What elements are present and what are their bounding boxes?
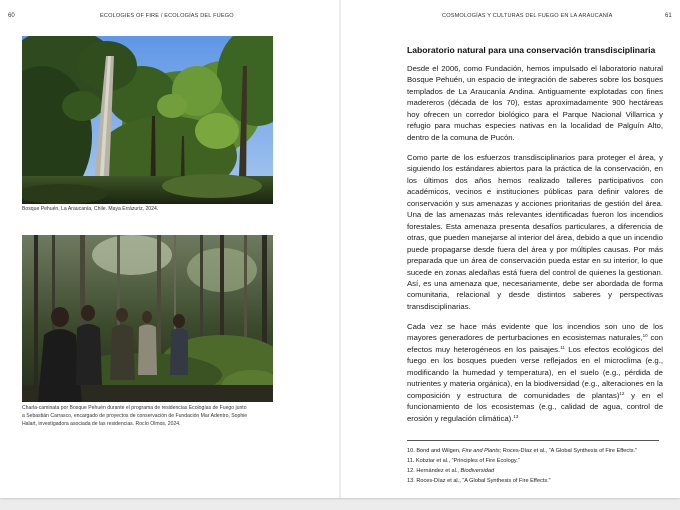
footnote-ref-12[interactable]: 12	[619, 390, 625, 396]
paragraph-3-text-a: Cada vez se hace más evidente que los incendios son uno de los mayores generadores de perturbaciones en ecosistemas naturales,	[407, 322, 663, 343]
footnote-ref-10[interactable]: 10	[642, 333, 648, 339]
footnote-divider	[407, 440, 659, 441]
footnote-12-title: Biodiversidad	[460, 468, 495, 475]
running-head-left: ECOLOGIES OF FIRE / ECOLOGÍAS DEL FUEGO	[100, 13, 234, 19]
photo2-caption-line2: a Sebastián Carrasco, encargado de proyectos de conservación de Fundación Mar Adentro, Sophie	[22, 412, 248, 419]
left-page	[0, 0, 340, 498]
footnote-13: 13. Roces-Díaz et al., “A Global Synthesis of Fire Effects.”	[407, 478, 551, 485]
right-page	[340, 0, 680, 498]
footnote-10-title: Fire and Plants	[462, 448, 500, 454]
paragraph-3	[407, 321, 663, 424]
page-number-right: 61	[665, 13, 672, 19]
footnote-ref-11[interactable]: 11	[560, 344, 565, 350]
footnote-11: 11. Kobziar et al., “Principles of Fire Ecology.”	[407, 458, 520, 465]
footnote-10	[407, 446, 667, 456]
forest-photo-illustration	[22, 36, 273, 204]
paragraph-3-text-b: con efectos muy heterogéneos en los paisajes.	[407, 333, 663, 354]
forest-photo	[22, 36, 273, 204]
running-head-right: COSMOLOGÍAS Y CULTURAS DEL FUEGO EN LA ARAUCANÍA	[442, 13, 613, 19]
walk-photo-illustration	[22, 235, 273, 402]
footnote-10-suffix: ; Roces-Díaz et al., “A Global Synthesis of Fire Effects.”	[499, 448, 637, 454]
paragraph-3-text-c: Los efectos ecológicos del fuego en los bosques pueden verse reflejados en el microclima (e.g., modificando la humedad y temperatura), en el suelo (e.g., pérdida de nutrientes y materia orgánica), en la biodiversidad (e.g., alteraciones en la composición y estructura de comunidades de plantas)	[407, 344, 663, 400]
footnote-10-prefix: 10. Bond and Wilgen,	[407, 448, 463, 454]
section-title: Laboratorio natural para una conservación transdisciplinaria	[407, 45, 656, 55]
photo1-caption: Bosque Pehuén, La Araucanía, Chile. Maya Errázuriz, 2024.	[22, 206, 159, 212]
photo2-caption	[22, 405, 278, 429]
footnote-ref-13[interactable]: 13	[513, 413, 519, 419]
paragraph-1: Desde el 2006, como Fundación, hemos impulsado el laboratorio natural Bosque Pehuén, un espacio de integración de saberes sobre los bosques templados de La Araucanía Andina. Antiguamente explotadas con fines madereros (década de los 70), estas aproximadamente 900 hectáreas hoy ofrecen un corredor biológico para el Parque Nacional Villarrica y refugio para muchas especies nativas en la localidad de Palguín Alto, dentro de la comuna de Pucón.	[407, 64, 663, 142]
walk-photo	[22, 235, 273, 402]
footnote-12	[407, 466, 667, 476]
page-number-left: 60	[8, 13, 15, 19]
footnotes-list	[407, 446, 667, 486]
photo2-caption-line1: Charla-caminata por Bosque Pehuén durante el programa de residencias Ecologías de Fuego junto	[22, 405, 247, 411]
photo2-caption-line3: Halart, investigadora asociada de las residencias. Rocío Olmos, 2024.	[22, 420, 181, 427]
paragraph-2: Como parte de los esfuerzos transdisciplinarios para proteger el área, y siguiendo los estándares abiertos para la práctica de la conservación, en los últimos dos años hemos realizado talleres participativos con académicos, vecinos e instituciones públicas para definir valores de conservación y sus amenazas y acciones prioritarias de gestión del área. Una de las amenazas más relevantes identificadas fueron los incendios forestales. Esta amenaza presenta desafíos particulares, a diferencia de otras, que pueden manejarse al interior del área, debido a que un incendio puede propagarse desde fuera del área y por múltiples causas. Por más preparada que un área de conservación pueda estar en su interior, lo que sucede en zonas aledañas está fuera del control de quienes la gestionan. Así, es una amenaza que, necesariamente, debe ser abordada de forma comunitaria, relacional y desde distintos saberes y perspectivas transdisciplinarias.	[407, 153, 663, 311]
footnote-12-prefix: 12. Hernández et al.,	[407, 468, 461, 475]
paragraph-3-text-d: y en el funcionamiento de los ecosistemas (e.g., calidad de agua, control de erosión y regulación climática).	[407, 390, 663, 423]
